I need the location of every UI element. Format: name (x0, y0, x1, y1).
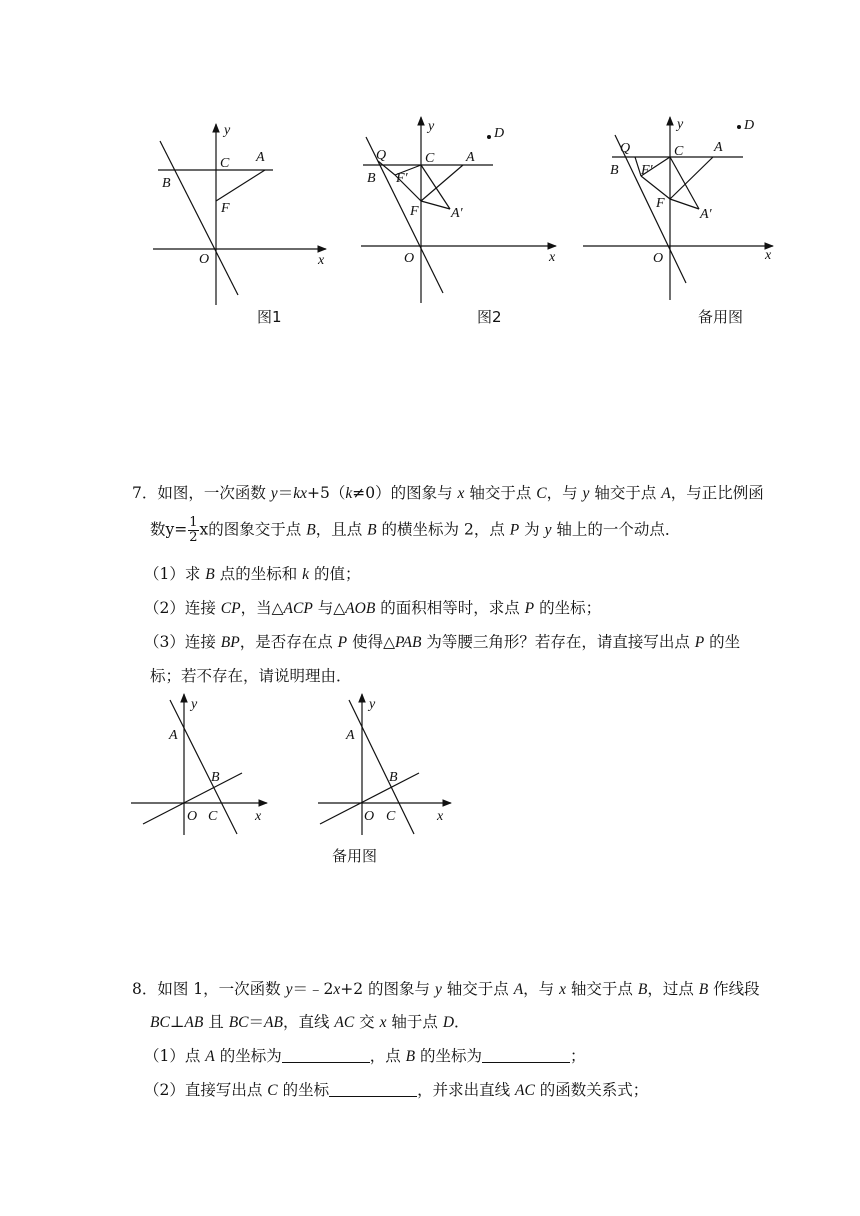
fig2-label-D: D (494, 126, 505, 141)
answer-blank-A[interactable] (282, 1046, 370, 1063)
fig2-label-C: C (425, 151, 435, 166)
q7f1-label-C: C (208, 809, 218, 824)
q7-sub-3-cont: 标；若不存在，请说明理由． (150, 667, 352, 685)
q7f2-label-y: y (369, 697, 376, 712)
answer-blank-B[interactable] (482, 1046, 570, 1063)
q7-figure-1 (131, 694, 267, 835)
q8-line-2: BC⊥AB 且 BC＝AB，直线 AC 交 x 轴于点 D． (150, 1013, 470, 1031)
answer-blank-C[interactable] (329, 1080, 417, 1097)
fig1-label-F: F (221, 201, 230, 216)
fig3-label-Fp: F′ (641, 163, 653, 178)
fig2-label-x: x (549, 250, 556, 265)
fig2-label-B: B (367, 171, 376, 186)
figures-top (0, 0, 860, 340)
q7-sub-2: （2）连接 CP，当△ACP 与△AOB 的面积相等时，求点 P 的坐标； (144, 599, 602, 617)
q7-figures (0, 680, 860, 870)
q7-line-2: 数y= $\frac{1}{2}$ x的图象交于点 B，且点 B 的横坐标为 2，点 P 为 y 轴上的一个动点． (150, 515, 681, 545)
fig1-label-x: x (318, 253, 325, 268)
fig1-caption: 图1 (257, 308, 282, 326)
q7-sub-1: （1）求 B 点的坐标和 k 的值； (144, 565, 361, 583)
fig3-caption: 备用图 (698, 308, 744, 326)
fig3-label-B: B (610, 163, 619, 178)
fig2-label-A: A (466, 150, 475, 165)
q8-line-1: 8．如图 1，一次函数 y＝﹣2x+2 的图象与 y 轴交于点 A，与 x 轴交于点 B，过点 B 作线段 (132, 980, 760, 998)
fig3-label-A: A (714, 140, 723, 155)
fig2-label-y: y (428, 119, 435, 134)
fig1-label-O: O (199, 252, 210, 267)
fig2-label-F: F (410, 204, 419, 219)
fig1-label-A: A (256, 150, 265, 165)
fig3-label-D: D (744, 118, 755, 133)
fig1-label-y: y (224, 123, 231, 138)
q7f1-label-A: A (169, 728, 178, 743)
fig2-caption: 图2 (477, 308, 502, 326)
q7-line-1: 7．如图，一次函数 y＝kx+5（k≠0）的图象与 x 轴交于点 C，与 y 轴交于点 A，与正比例函 (132, 484, 764, 502)
figure-1 (153, 124, 326, 305)
q7f1-label-x: x (255, 809, 262, 824)
fig2-label-Ap: A′ (451, 206, 463, 221)
q7f2-label-O: O (364, 809, 375, 824)
fig3-label-x: x (765, 248, 772, 263)
q7-figure-caption: 备用图 (332, 847, 378, 865)
fig2-label-O: O (404, 251, 415, 266)
fig3-label-Q: Q (620, 141, 631, 156)
fig1-label-B: B (162, 176, 171, 191)
q8-sub-2: （2）直接写出点 C 的坐标 ，并求出直线 AC 的函数关系式； (144, 1081, 649, 1099)
fig3-label-Ap: A′ (700, 207, 712, 222)
fig2-label-Q: Q (376, 148, 387, 163)
fraction-one-half: $\frac{1}{2}$ (189, 515, 198, 545)
fig1-label-C: C (220, 156, 230, 171)
fig3-label-O: O (653, 251, 664, 266)
q7f1-label-B: B (211, 770, 220, 785)
q7f2-label-B: B (389, 770, 398, 785)
q7-figure-spare (318, 694, 451, 835)
q8-sub-1: （1）点 A 的坐标为 ，点 B 的坐标为 ； (144, 1047, 586, 1065)
fig3-label-C: C (674, 144, 684, 159)
q7-sub-3: （3）连接 BP，是否存在点 P 使得△PAB 为等腰三角形？若存在，请直接写出点 P 的坐 (144, 633, 741, 651)
q7f1-label-O: O (187, 809, 198, 824)
q7f2-label-x: x (437, 809, 444, 824)
q7f2-label-C: C (386, 809, 396, 824)
q7f1-label-y: y (191, 697, 198, 712)
fig3-label-y: y (677, 117, 684, 132)
q7f2-label-A: A (346, 728, 355, 743)
fig3-label-F: F (656, 196, 665, 211)
fig2-label-Fp: F′ (396, 171, 408, 186)
